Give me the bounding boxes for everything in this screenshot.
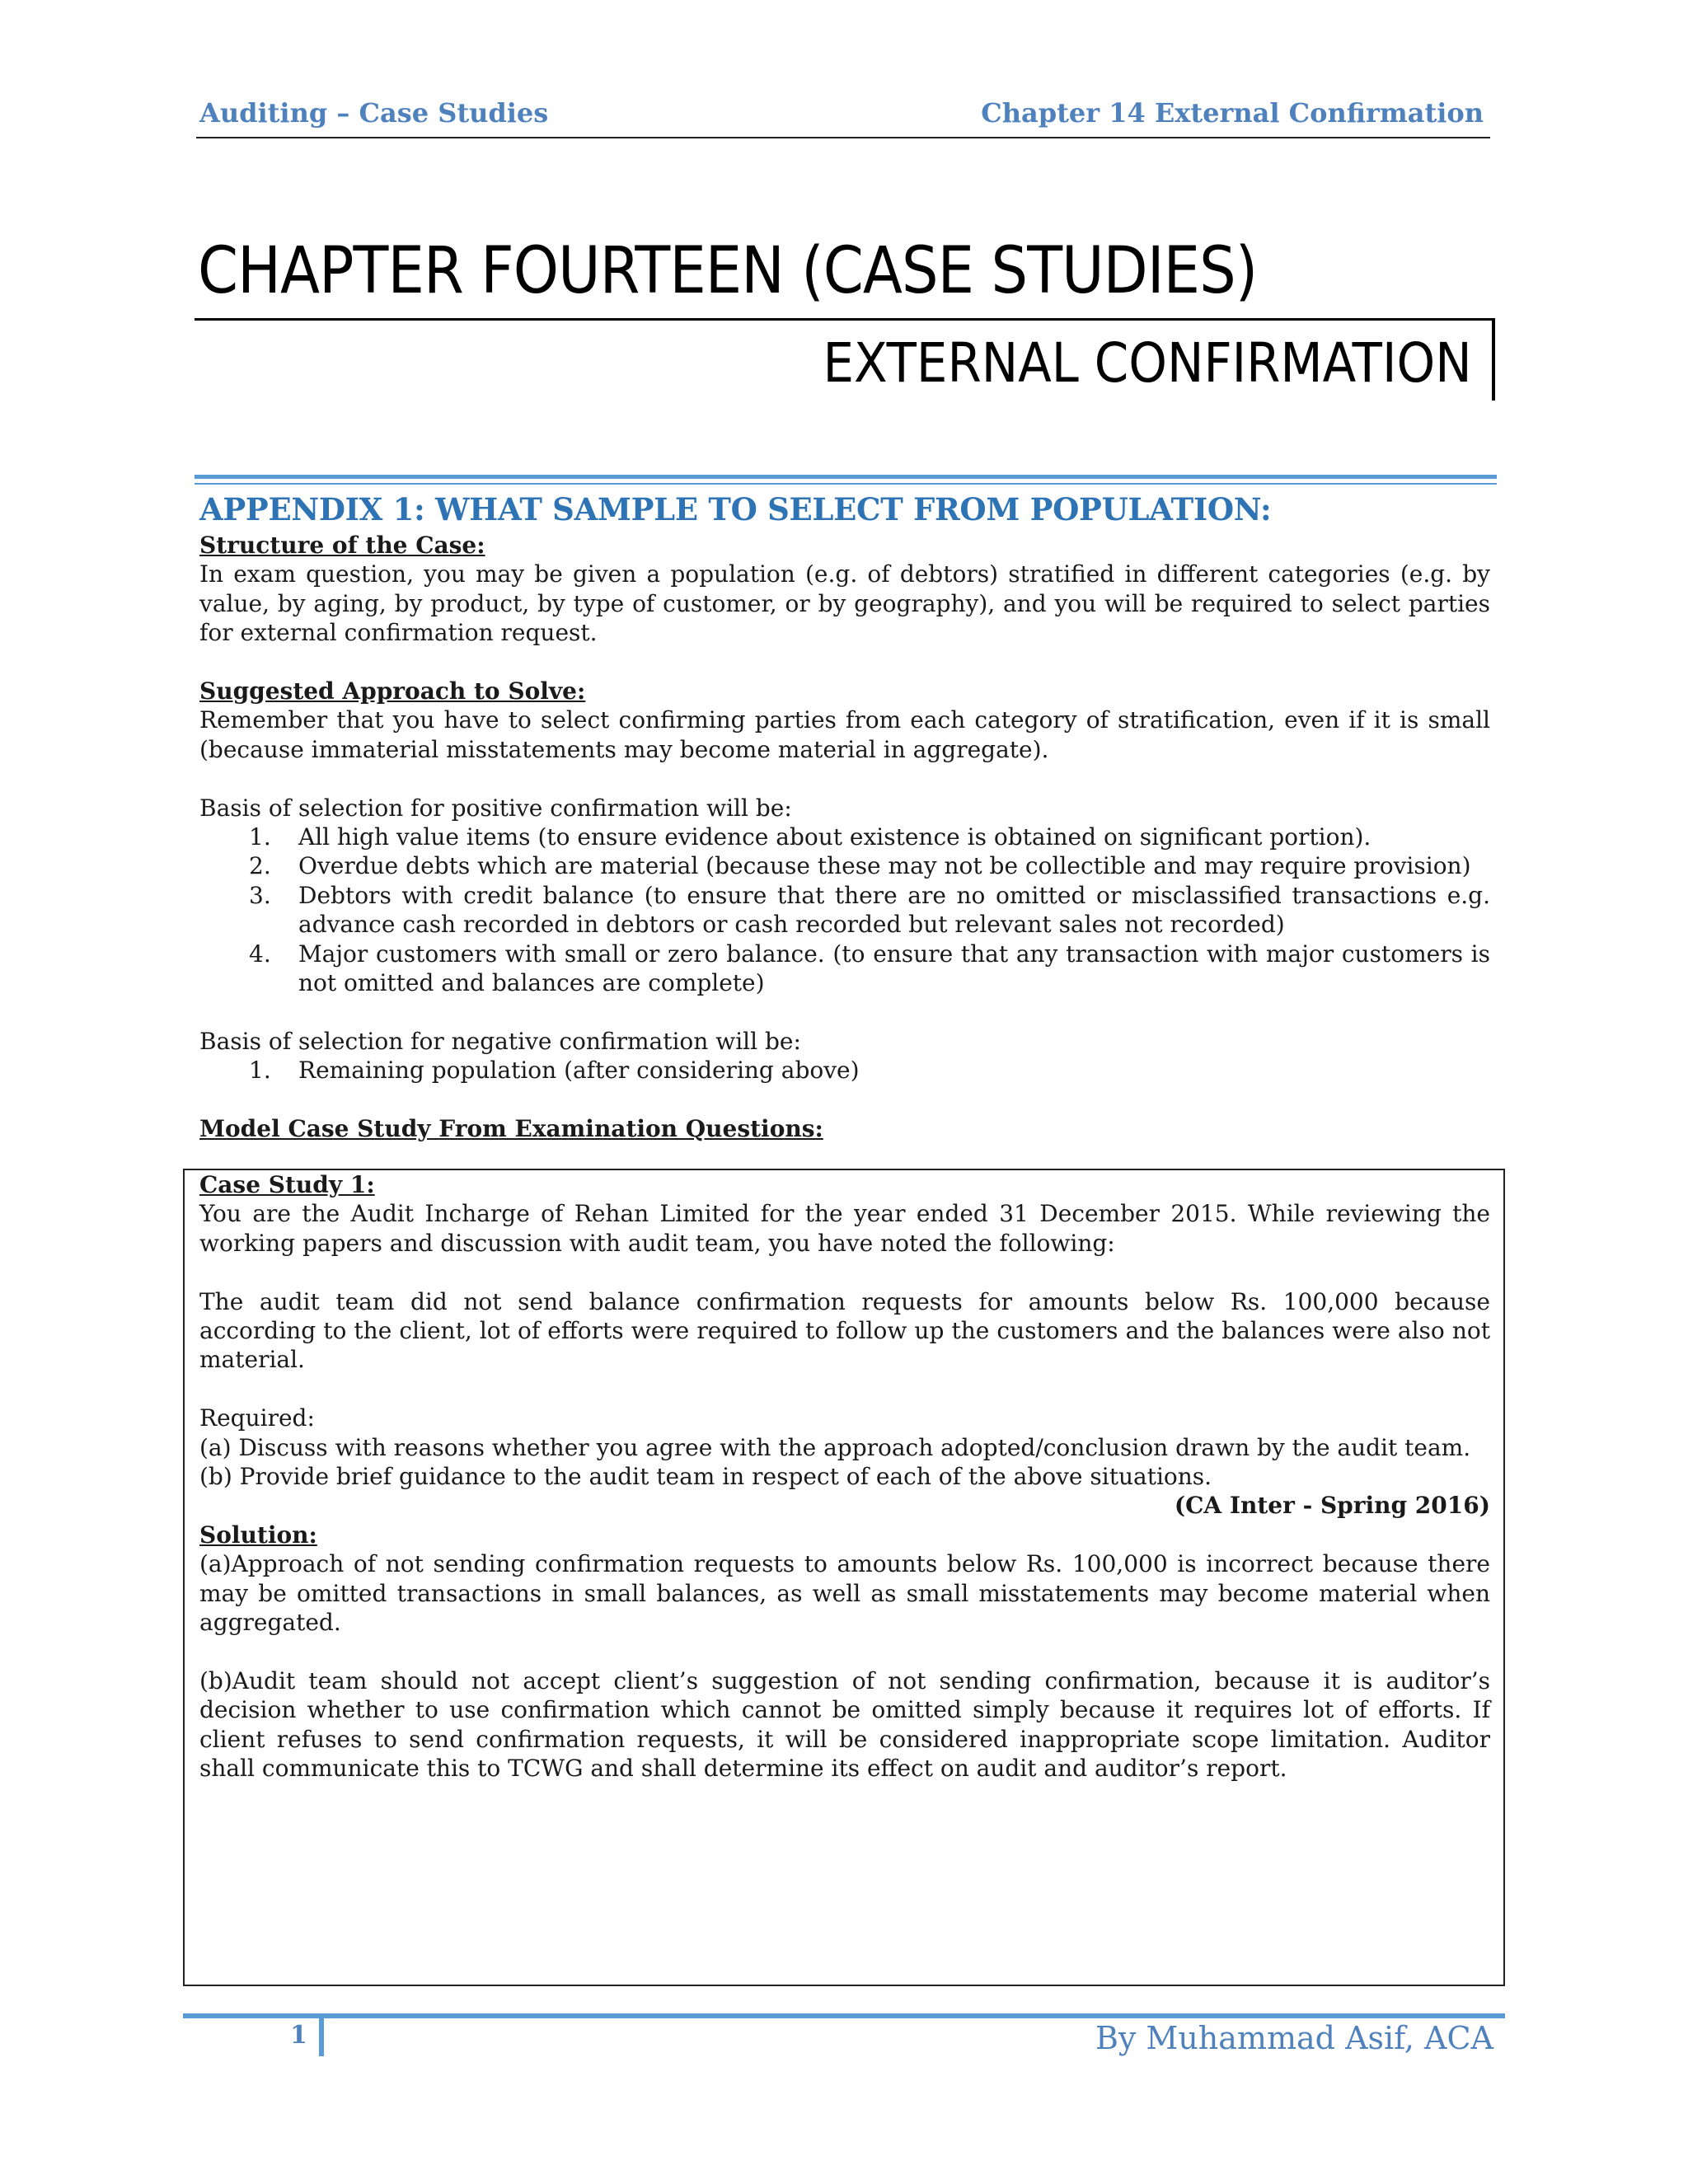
list-text: All high value items (to ensure evidence about existence is obtained on significant portion).	[298, 823, 1372, 851]
section-heading: APPENDIX 1: WHAT SAMPLE TO SELECT FROM POPULATION:	[199, 491, 1272, 527]
solution-a: (a)Approach of not sending confirmation requests to amounts below Rs. 100,000 is incorrect because there may be omitted transactions in small balances, as well as small misstatements may become material when aggregated.	[199, 1550, 1490, 1637]
case-study-heading: Case Study 1:	[199, 1171, 375, 1198]
question-source: (CA Inter - Spring 2016)	[1174, 1492, 1490, 1520]
section-rule-thick	[195, 475, 1497, 479]
solution-heading: Solution:	[199, 1521, 317, 1549]
author-credit: By Muhammad Asif, ACA	[1095, 2020, 1493, 2056]
title-bar	[1492, 318, 1495, 401]
model-case-heading: Model Case Study From Examination Questions:	[199, 1115, 823, 1143]
footer-bar	[319, 2013, 324, 2056]
list-text: Debtors with credit balance (to ensure that there are no omitted or misclassified transactions e.g. advance cash recorded in debtors or cash recorded but relevant sales not recorded)	[298, 881, 1490, 939]
page-number: 1	[290, 2021, 307, 2050]
negative-intro: Basis of selection for negative confirmation will be:	[199, 1027, 801, 1055]
list-number: 4.	[249, 940, 271, 968]
chapter-title: CHAPTER FOURTEEN (CASE STUDIES)	[198, 234, 1258, 308]
case-study-content	[199, 1170, 1490, 1783]
solution-b: (b)Audit team should not accept client’s suggestion of not sending confirmation, because it is auditor’s decision whether to use confirmation which cannot be omitted simply because it requires lot of efforts. If client refuses to send confirmation requests, it will be considered inappropriate scope limitation. Auditor shall communicate this to TCWG and shall determine its effect on audit and auditor’s report.	[199, 1666, 1490, 1783]
list-number: 1.	[249, 823, 271, 851]
approach-text: Remember that you have to select confirming parties from each category of stratification, even if it is small (because immaterial misstatements may become material in aggregate).	[199, 706, 1490, 763]
list-number: 1.	[249, 1057, 271, 1085]
running-header-left: Auditing – Case Studies	[199, 97, 549, 129]
header-rule	[196, 137, 1490, 138]
main-content	[199, 531, 1490, 1143]
section-rule-thin	[195, 483, 1497, 485]
list-number: 2.	[249, 852, 271, 880]
running-header-right: Chapter 14 External Confirmation	[981, 97, 1484, 129]
list-text: Major customers with small or zero balance. (to ensure that any transaction with major customers is not omitted and balances are complete)	[298, 940, 1490, 997]
case-study-situation: The audit team did not send balance confirmation requests for amounts below Rs. 100,000 because according to the client, lot of efforts were required to follow up the customers and the balances were also not material.	[199, 1287, 1490, 1374]
required-label: Required:	[199, 1404, 315, 1432]
list-item	[199, 851, 1490, 880]
structure-text: In exam question, you may be given a population (e.g. of debtors) stratified in different categories (e.g. by value, by aging, by product, by type of customer, or by geography), and you will be required to select parties for external confirmation request.	[199, 560, 1490, 647]
chapter-subtitle: EXTERNAL CONFIRMATION	[823, 331, 1472, 395]
approach-heading: Suggested Approach to Solve:	[199, 677, 586, 705]
structure-heading: Structure of the Case:	[199, 532, 485, 559]
list-item	[199, 823, 1490, 851]
list-text: Remaining population (after considering above)	[298, 1057, 860, 1085]
case-study-intro: You are the Audit Incharge of Rehan Limited for the year ended 31 December 2015. While reviewing the working papers and discussion with audit team, you have noted the following:	[199, 1200, 1490, 1257]
required-a: (a) Discuss with reasons whether you agree with the approach adopted/conclusion drawn by the audit team.	[199, 1433, 1471, 1461]
list-item	[199, 940, 1490, 998]
required-b: (b) Provide brief guidance to the audit team in respect of each of the above situations.	[199, 1463, 1212, 1491]
list-item	[199, 1056, 1490, 1085]
list-item	[199, 881, 1490, 940]
footer-rule	[183, 2013, 1505, 2018]
list-number: 3.	[249, 881, 271, 909]
list-text: Overdue debts which are material (because these may not be collectible and may require provision)	[298, 852, 1471, 880]
title-rule	[195, 318, 1495, 321]
positive-intro: Basis of selection for positive confirmation will be:	[199, 794, 792, 822]
